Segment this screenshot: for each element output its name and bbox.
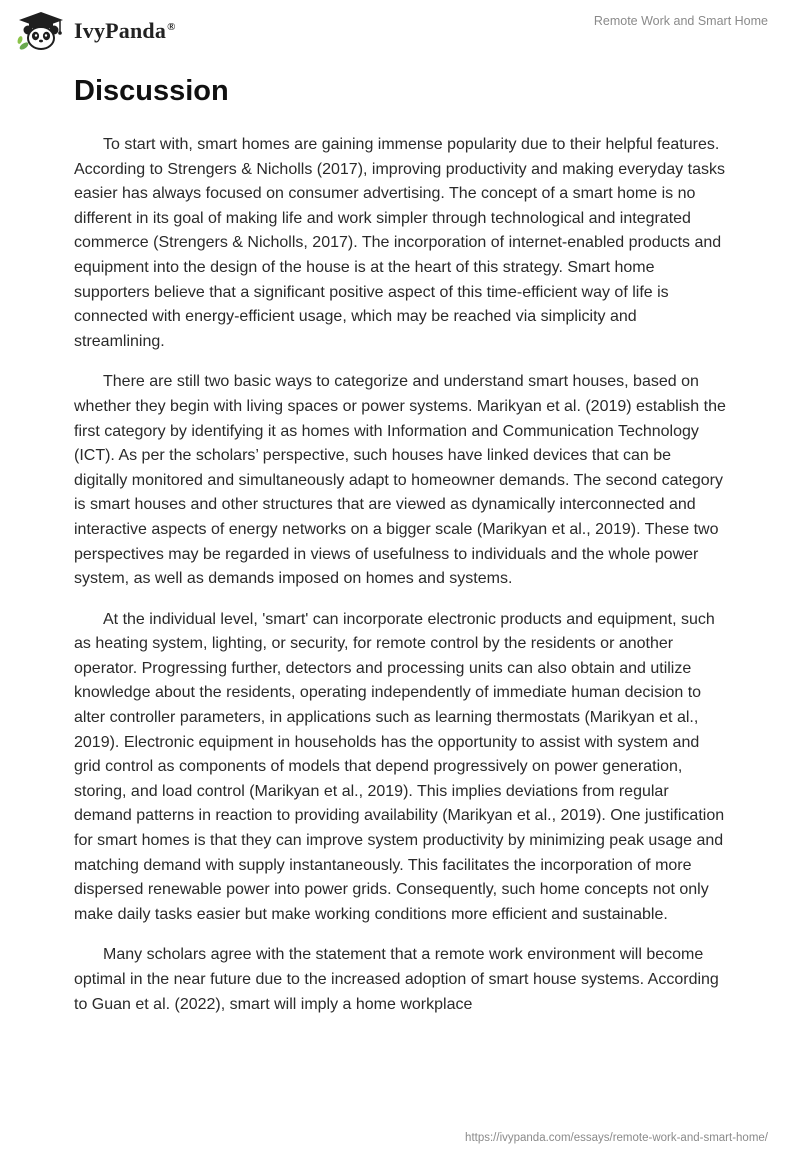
page-header <box>0 0 800 60</box>
paragraph: There are still two basic ways to categorize and understand smart houses, based on whether they begin with living spaces or power systems. Marikyan et al. (2019) establish the first category by identifying it as homes with Information and Communication Technology (ICT). As per the scholars’ perspective, such houses have linked devices that can be digitally monitored and simultaneously adapt to homeowner demands. The second category is smart houses and other structures that are viewed as dynamically interconnected and interactive aspects of energy networks on a bigger scale (Marikyan et al., 2019). These two perspectives may be regarded in views of usefulness to individuals and the whole power system, as well as demands imposed on homes and systems. <box>74 373 726 588</box>
paragraph: To start with, smart homes are gaining immense popularity due to their helpful features. According to Strengers & Nicholls (2017), improving productivity and making everyday tasks easier has always focused on consumer advertising. The concept of a smart home is no different in its goal of making life and work simpler through technological and integrated commerce (Strengers & Nicholls, 2017). The incorporation of internet-enabled products and equipment into the design of the house is at the heart of this strategy. Smart home supporters believe that a significant positive aspect of this time-efficient way of life is connected with energy-efficient usage, which may be reached via simplicity and streamlining. <box>74 136 725 350</box>
essay-content <box>74 72 726 1033</box>
paragraph: Many scholars agree with the statement that a remote work environment will become optimal in the near future due to the increased adoption of smart house systems. According to Guan et al. (2022), smart will imply a home workplace <box>74 946 719 1013</box>
document-title: Remote Work and Smart Home <box>593 14 768 28</box>
panda-graduate-icon <box>16 10 66 52</box>
logo-wordmark <box>74 18 176 44</box>
ivypanda-logo[interactable] <box>16 10 176 52</box>
source-url[interactable]: https://ivypanda.com/essays/remote-work-and-smart-home/ <box>465 1132 768 1144</box>
section-heading: Discussion <box>74 75 229 107</box>
brand-name: IvyPanda <box>74 18 167 43</box>
paragraph-list <box>74 133 726 1017</box>
paragraph: At the individual level, 'smart' can incorporate electronic products and equipment, such as heating system, lighting, or security, for remote control by the residents or another operator. Progressing further, detectors and processing units can also obtain and utilize knowledge about the residents, operating independently of immediate human decision to alter controller parameters, in applications such as learning thermostats (Marikyan et al., 2019). Electronic equipment in households has the opportunity to assist with system and grid control as components of models that depend progressively on power generation, storing, and load control (Marikyan et al., 2019). This implies deviations from regular demand patterns in reaction to providing availability (Marikyan et al., 2019). One justification for smart homes is that they can improve system productivity by minimizing peak usage and matching demand with supply instantaneously. This facilitates the incorporation of more dispersed renewable power into power grids. Consequently, such home concepts not only make daily tasks easier but make working conditions more efficient and sustainable. <box>74 610 725 923</box>
registered-mark: ® <box>167 20 176 33</box>
